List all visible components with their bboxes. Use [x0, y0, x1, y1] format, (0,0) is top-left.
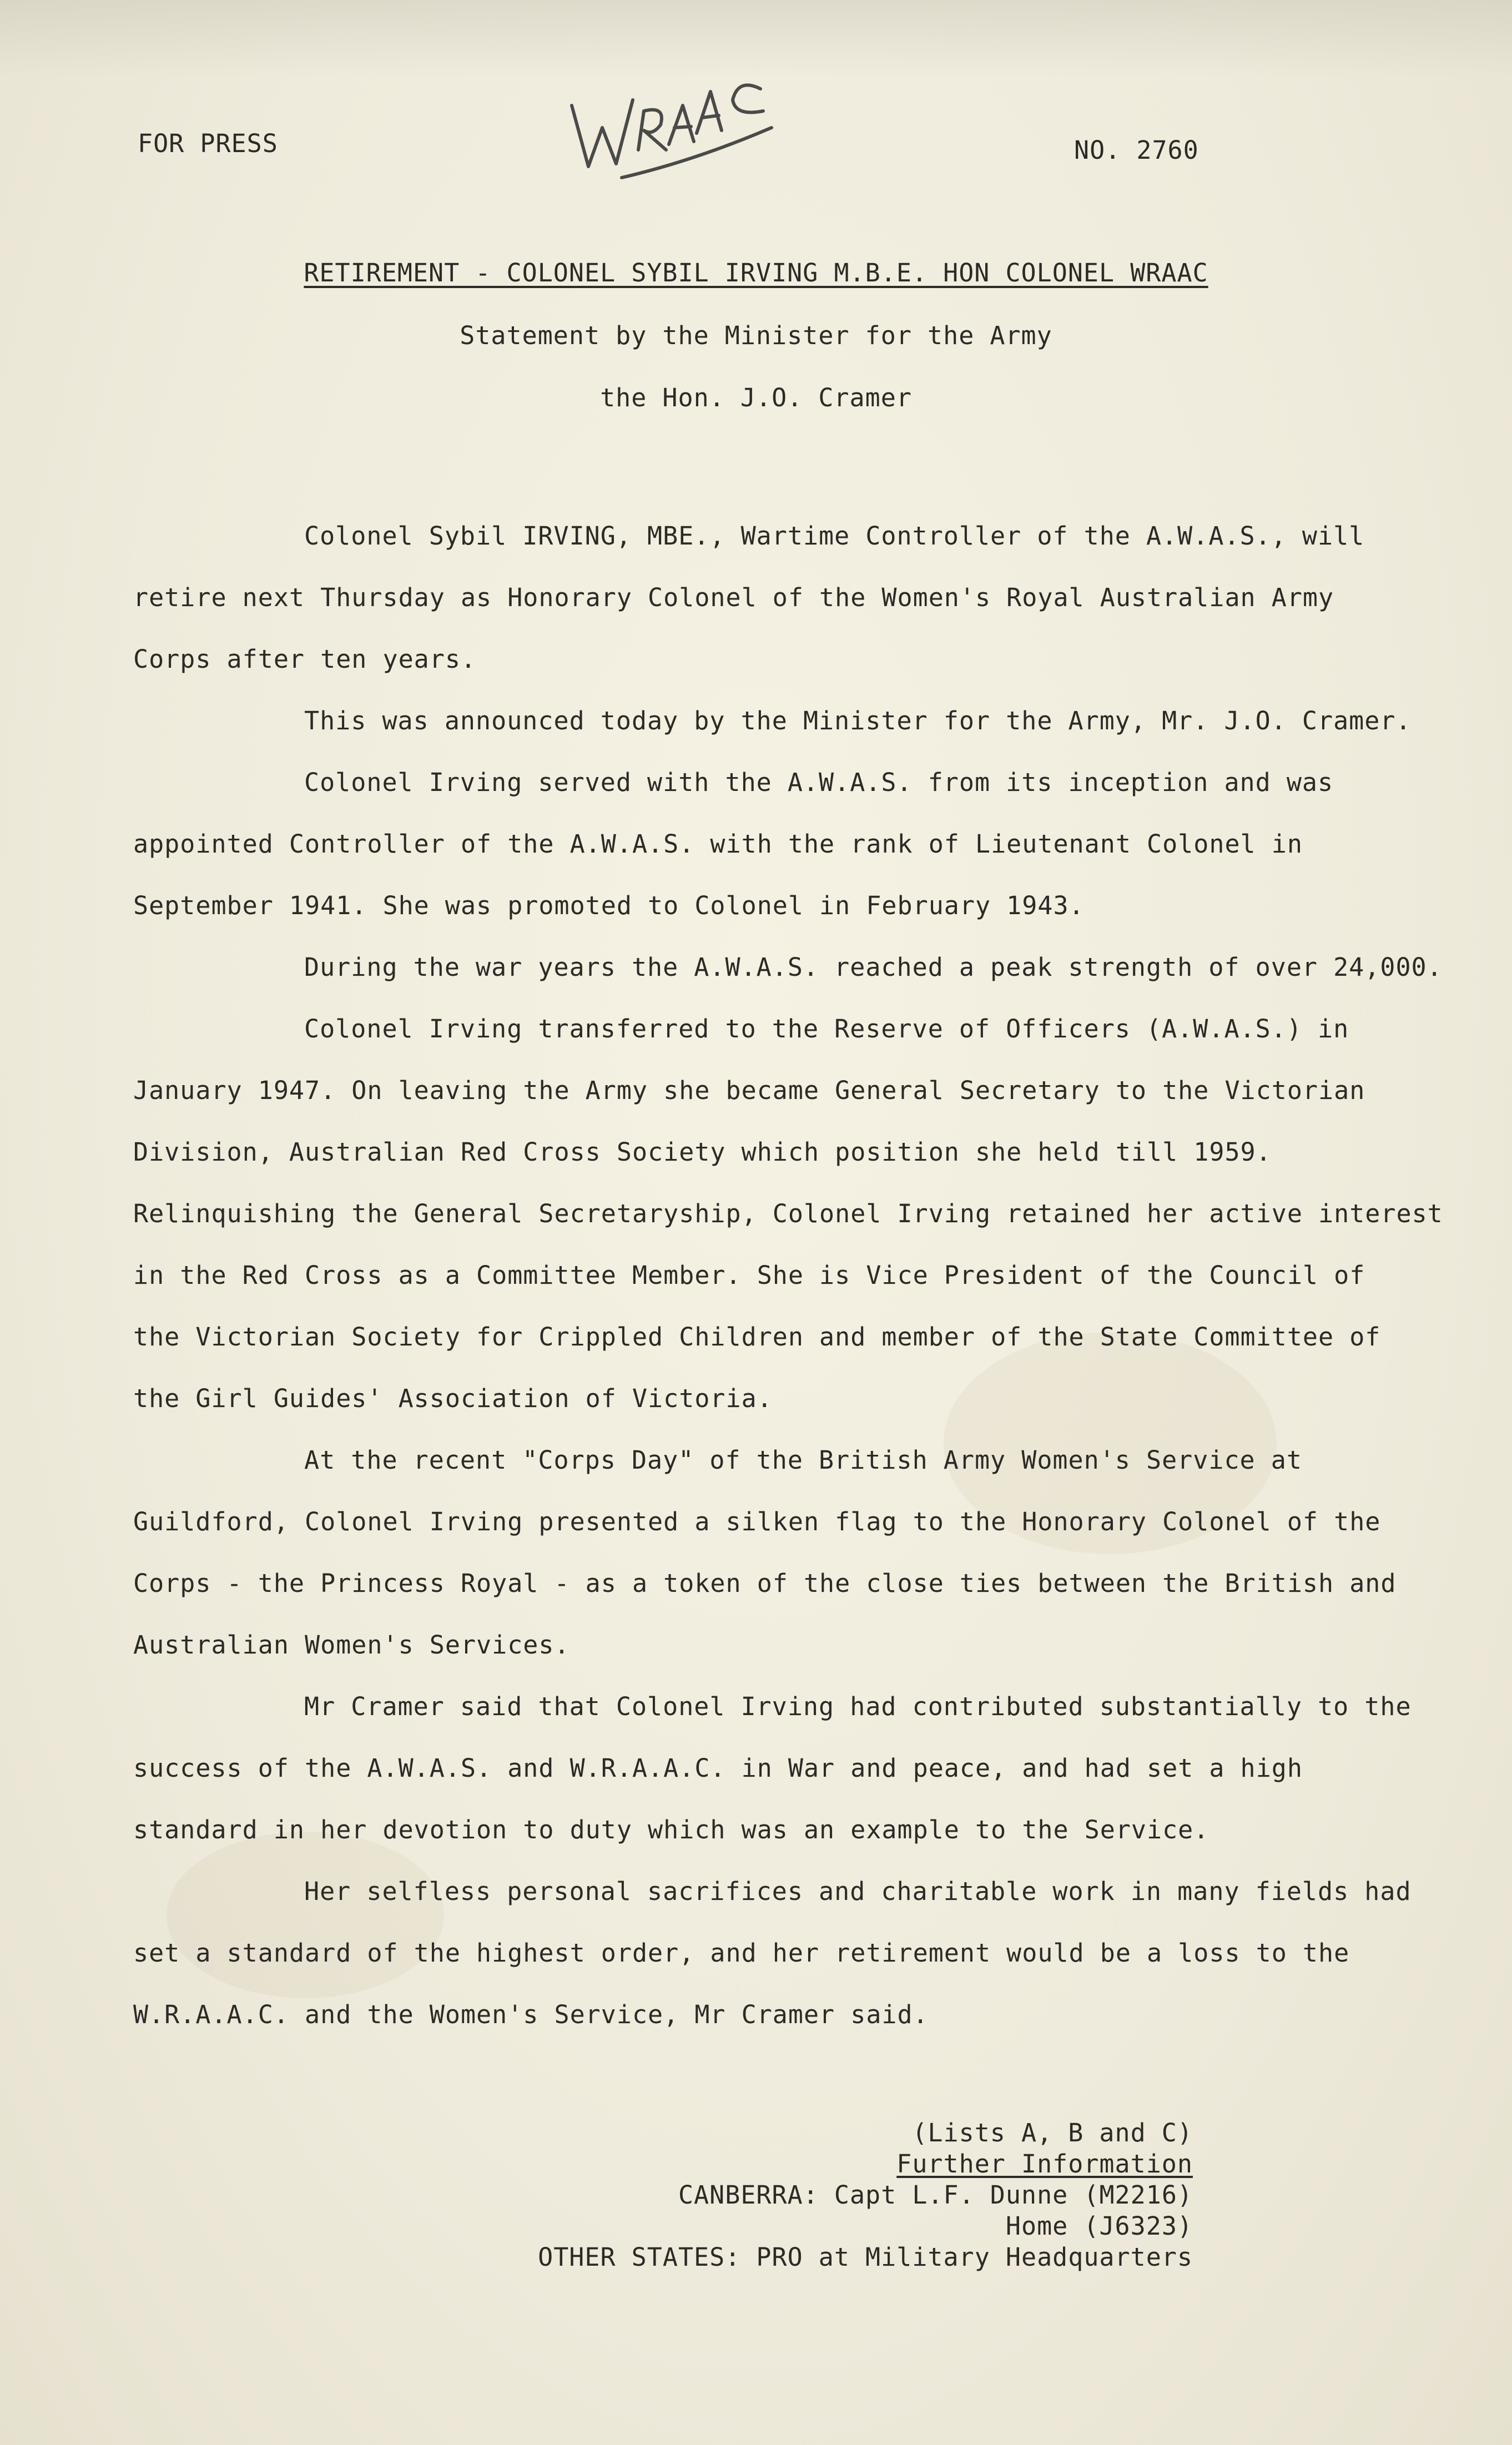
statement-subtitle: Statement by the Minister for the Army	[460, 321, 1052, 350]
body-line: Colonel Irving transferred to the Reserve of Officers (A.W.A.S.) in	[304, 1014, 1349, 1043]
home-contact: Home (J6323)	[1005, 2211, 1193, 2241]
body-line: success of the A.W.A.S. and W.R.A.A.C. in War and peace, and had set a high	[133, 1753, 1303, 1783]
body-line: in the Red Cross as a Committee Member. She is Vice President of the Council of	[133, 1261, 1365, 1290]
document-title: RETIREMENT - COLONEL SYBIL IRVING M.B.E. HON COLONEL WRAAC	[304, 258, 1208, 288]
body-line: retire next Thursday as Honorary Colonel of the Women's Royal Australian Army	[133, 583, 1334, 612]
for-press-label: FOR PRESS	[138, 129, 278, 158]
distribution-footer	[538, 2118, 1193, 2273]
body-line: appointed Controller of the A.W.A.S. with the rank of Lieutenant Colonel in	[133, 829, 1303, 859]
handwritten-wraac-note	[555, 67, 788, 189]
distribution-lists: (Lists A, B and C)	[912, 2118, 1193, 2147]
further-information-heading: Further Information	[896, 2149, 1193, 2179]
body-line: Corps - the Princess Royal - as a token of the close ties between the British and	[133, 1569, 1397, 1598]
body-line: Division, Australian Red Cross Society which position she held till 1959.	[133, 1137, 1272, 1167]
statement-body	[133, 505, 1443, 2045]
body-line: Relinquishing the General Secretaryship, Colonel Irving retained her active interest	[133, 1199, 1443, 1228]
minister-name: the Hon. J.O. Cramer	[600, 383, 912, 412]
body-line: At the recent "Corps Day" of the British Army Women's Service at	[304, 1445, 1302, 1475]
press-release-number: NO. 2760	[1074, 135, 1199, 165]
body-line: Corps after ten years.	[133, 644, 477, 674]
body-line: Mr Cramer said that Colonel Irving had contributed substantially to the	[304, 1692, 1412, 1721]
canberra-contact: CANBERRA: Capt L.F. Dunne (M2216)	[678, 2180, 1193, 2210]
body-line: January 1947. On leaving the Army she became General Secretary to the Victorian	[133, 1076, 1365, 1105]
body-line: W.R.A.A.C. and the Women's Service, Mr Cramer said.	[133, 2000, 929, 2029]
body-line: the Victorian Society for Crippled Children and member of the State Committee of	[133, 1322, 1381, 1352]
body-line: Guildford, Colonel Irving presented a silken flag to the Honorary Colonel of the	[133, 1507, 1381, 1536]
body-line: the Girl Guides' Association of Victoria.	[133, 1384, 773, 1413]
body-line: Colonel Sybil IRVING, MBE., Wartime Controller of the A.W.A.S., will	[304, 521, 1365, 551]
other-states-contact: OTHER STATES: PRO at Military Headquarters	[538, 2242, 1193, 2272]
body-line: September 1941. She was promoted to Colonel in February 1943.	[133, 891, 1085, 920]
body-line: Colonel Irving served with the A.W.A.S. from its inception and was	[304, 768, 1334, 797]
body-line: During the war years the A.W.A.S. reached a peak strength of over 24,000.	[304, 952, 1443, 982]
body-line: standard in her devotion to duty which was an example to the Service.	[133, 1815, 1209, 1844]
body-line: set a standard of the highest order, and her retirement would be a loss to the	[133, 1938, 1350, 1968]
body-line: Her selfless personal sacrifices and charitable work in many fields had	[304, 1877, 1412, 1906]
body-line: This was announced today by the Minister for the Army, Mr. J.O. Cramer.	[304, 706, 1412, 735]
body-line: Australian Women's Services.	[133, 1630, 570, 1660]
